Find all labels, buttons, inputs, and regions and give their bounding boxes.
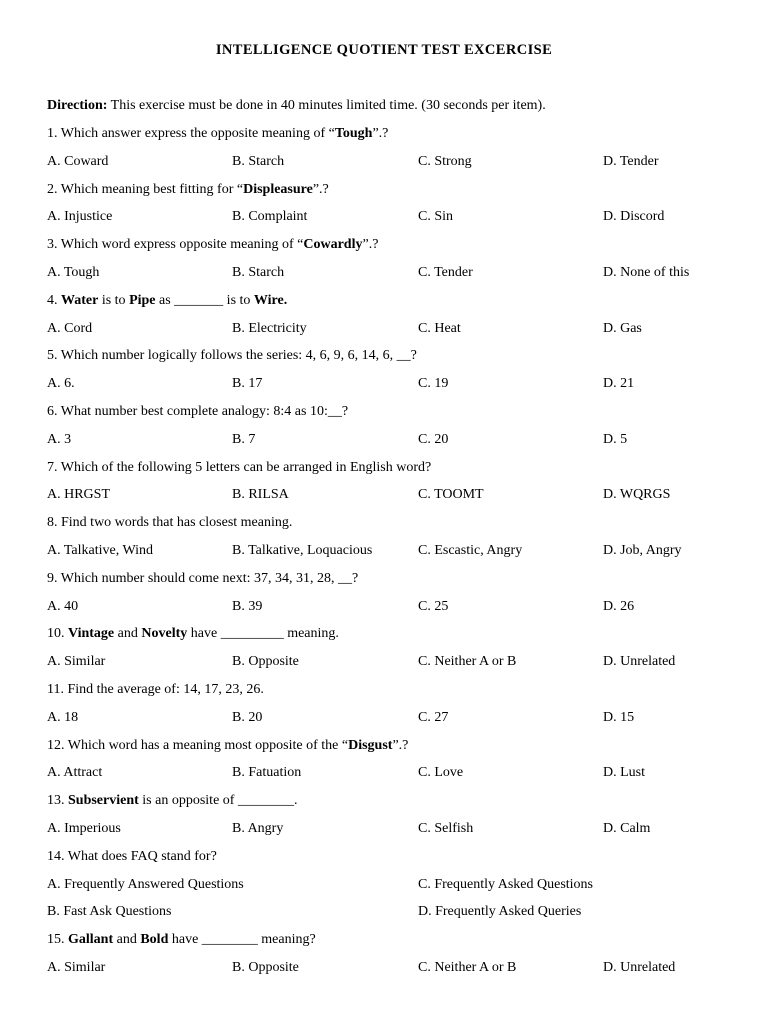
question-5 — [47, 348, 417, 364]
question-2 — [47, 182, 329, 198]
option-a: A. 40 — [47, 599, 79, 614]
option-d: D. Gas — [603, 321, 642, 336]
option-d: D. 15 — [603, 710, 635, 725]
option-c: C. Tender — [418, 265, 473, 280]
question-text: 6. What number best complete analogy: 8:4 as 10:__? — [47, 404, 349, 419]
option-c: C. Selfish — [418, 821, 474, 836]
option-a: A. Tough — [47, 265, 100, 280]
option-c: C. Love — [418, 765, 464, 780]
question-text: ”.? — [372, 126, 389, 141]
question-7 — [47, 460, 431, 476]
option-b: B. Opposite — [232, 654, 299, 669]
option-b: B. Opposite — [232, 960, 299, 975]
option-b: B. Angry — [232, 821, 284, 836]
option-a: A. Attract — [47, 765, 103, 780]
option-d: D. 5 — [603, 432, 628, 447]
question-keyword: Vintage — [68, 626, 115, 641]
question-text: and — [113, 932, 141, 947]
question-text: have _________ meaning. — [187, 626, 339, 641]
option-a: A. Talkative, Wind — [47, 543, 154, 558]
option-a: A. 3 — [47, 432, 72, 447]
option-b: B. Fast Ask Questions — [47, 904, 172, 919]
option-d: D. Tender — [603, 154, 659, 169]
direction-label: Direction: — [47, 98, 108, 113]
question-keyword: Tough — [334, 126, 373, 141]
option-d: D. WQRGS — [603, 487, 671, 502]
question-text: 11. Find the average of: 14, 17, 23, 26. — [47, 682, 264, 697]
option-d: D. Job, Angry — [603, 543, 682, 558]
question-keyword: Water — [61, 293, 99, 308]
question-text: 7. Which of the following 5 letters can be arranged in English word? — [47, 460, 432, 475]
question-1 — [47, 126, 388, 142]
option-d: D. Lust — [603, 765, 645, 780]
question-text: ”.? — [362, 237, 379, 252]
question-keyword: Pipe — [129, 293, 156, 308]
option-a: A. HRGST — [47, 487, 111, 502]
question-13 — [47, 793, 297, 809]
question-text: 15. — [47, 932, 68, 947]
option-b: B. 7 — [232, 432, 256, 447]
option-a: A. Injustice — [47, 209, 113, 224]
question-14 — [47, 849, 217, 865]
option-d: D. Unrelated — [603, 960, 676, 975]
option-b: B. Starch — [232, 265, 285, 280]
question-keyword: Novelty — [141, 626, 188, 641]
question-keyword: Subservient — [68, 793, 139, 808]
question-keyword: Disgust — [348, 738, 393, 753]
option-a: A. Cord — [47, 321, 93, 336]
direction-text: This exercise must be done in 40 minutes limited time. (30 seconds per item). — [107, 98, 546, 113]
question-text: ”.? — [392, 738, 409, 753]
question-text: ”.? — [312, 182, 329, 197]
question-text: 5. Which number logically follows the series: 4, 6, 9, 6, 14, 6, __? — [47, 348, 417, 363]
question-text: 12. Which word has a meaning most opposite of the “ — [47, 738, 349, 753]
option-d: D. 21 — [603, 376, 635, 391]
question-10 — [47, 626, 339, 642]
option-c: C. 20 — [418, 432, 449, 447]
option-d: D. 26 — [603, 599, 635, 614]
question-3 — [47, 237, 378, 253]
question-keyword: Wire. — [253, 293, 288, 308]
question-text: 2. Which meaning best fitting for “ — [47, 182, 244, 197]
option-d: D. Frequently Asked Queries — [418, 904, 582, 919]
document-title: INTELLIGENCE QUOTIENT TEST EXCERCISE — [215, 42, 553, 58]
question-text: 10. — [47, 626, 68, 641]
option-b: B. Fatuation — [232, 765, 302, 780]
question-text: as _______ is to — [155, 293, 254, 308]
option-b: B. 39 — [232, 599, 263, 614]
option-c: C. 19 — [418, 376, 449, 391]
question-text: 13. — [47, 793, 68, 808]
option-c: C. Neither A or B — [418, 654, 517, 669]
option-b: B. Complaint — [232, 209, 308, 224]
question-keyword: Gallant — [68, 932, 114, 947]
question-keyword: Bold — [140, 932, 169, 947]
option-c: C. 27 — [418, 710, 449, 725]
option-a: A. Frequently Answered Questions — [47, 877, 244, 892]
option-a: A. Imperious — [47, 821, 121, 836]
option-b: B. Electricity — [232, 321, 307, 336]
question-6 — [47, 404, 348, 420]
option-c: C. Frequently Asked Questions — [418, 877, 593, 892]
question-keyword: Displeasure — [243, 182, 313, 197]
question-text: 9. Which number should come next: 37, 34, 31, 28, __? — [47, 571, 359, 586]
option-c: C. Heat — [418, 321, 461, 336]
direction-line — [47, 98, 728, 114]
option-d: D. Calm — [603, 821, 651, 836]
option-d: D. Unrelated — [603, 654, 676, 669]
question-text: and — [114, 626, 142, 641]
question-text: 3. Which word express opposite meaning of “ — [47, 237, 304, 252]
option-b: B. 17 — [232, 376, 263, 391]
question-text: is an opposite of ________. — [138, 793, 298, 808]
question-text: 1. Which answer express the opposite meaning of “ — [47, 126, 335, 141]
question-text: is to — [98, 293, 130, 308]
option-a: A. 18 — [47, 710, 79, 725]
question-15 — [47, 932, 316, 948]
option-a: A. Coward — [47, 154, 109, 169]
question-4 — [47, 293, 287, 309]
option-b: B. Starch — [232, 154, 285, 169]
question-12 — [47, 738, 408, 754]
question-text: 14. What does FAQ stand for? — [47, 849, 217, 864]
question-8 — [47, 515, 292, 531]
option-a: A. 6. — [47, 376, 75, 391]
option-c: C. Sin — [418, 209, 454, 224]
option-c: C. Escastic, Angry — [418, 543, 523, 558]
question-keyword: Cowardly — [303, 237, 363, 252]
option-d: D. None of this — [603, 265, 690, 280]
option-b: B. RILSA — [232, 487, 289, 502]
option-b: B. 20 — [232, 710, 263, 725]
option-c: C. TOOMT — [418, 487, 484, 502]
option-d: D. Discord — [603, 209, 665, 224]
option-a: A. Similar — [47, 960, 106, 975]
option-c: C. Neither A or B — [418, 960, 517, 975]
question-text: have ________ meaning? — [168, 932, 316, 947]
option-c: C. Strong — [418, 154, 472, 169]
option-b: B. Talkative, Loquacious — [232, 543, 373, 558]
question-9 — [47, 571, 358, 587]
question-text: 4. — [47, 293, 61, 308]
question-11 — [47, 682, 264, 698]
option-c: C. 25 — [418, 599, 449, 614]
question-text: 8. Find two words that has closest meaning. — [47, 515, 293, 530]
option-a: A. Similar — [47, 654, 106, 669]
